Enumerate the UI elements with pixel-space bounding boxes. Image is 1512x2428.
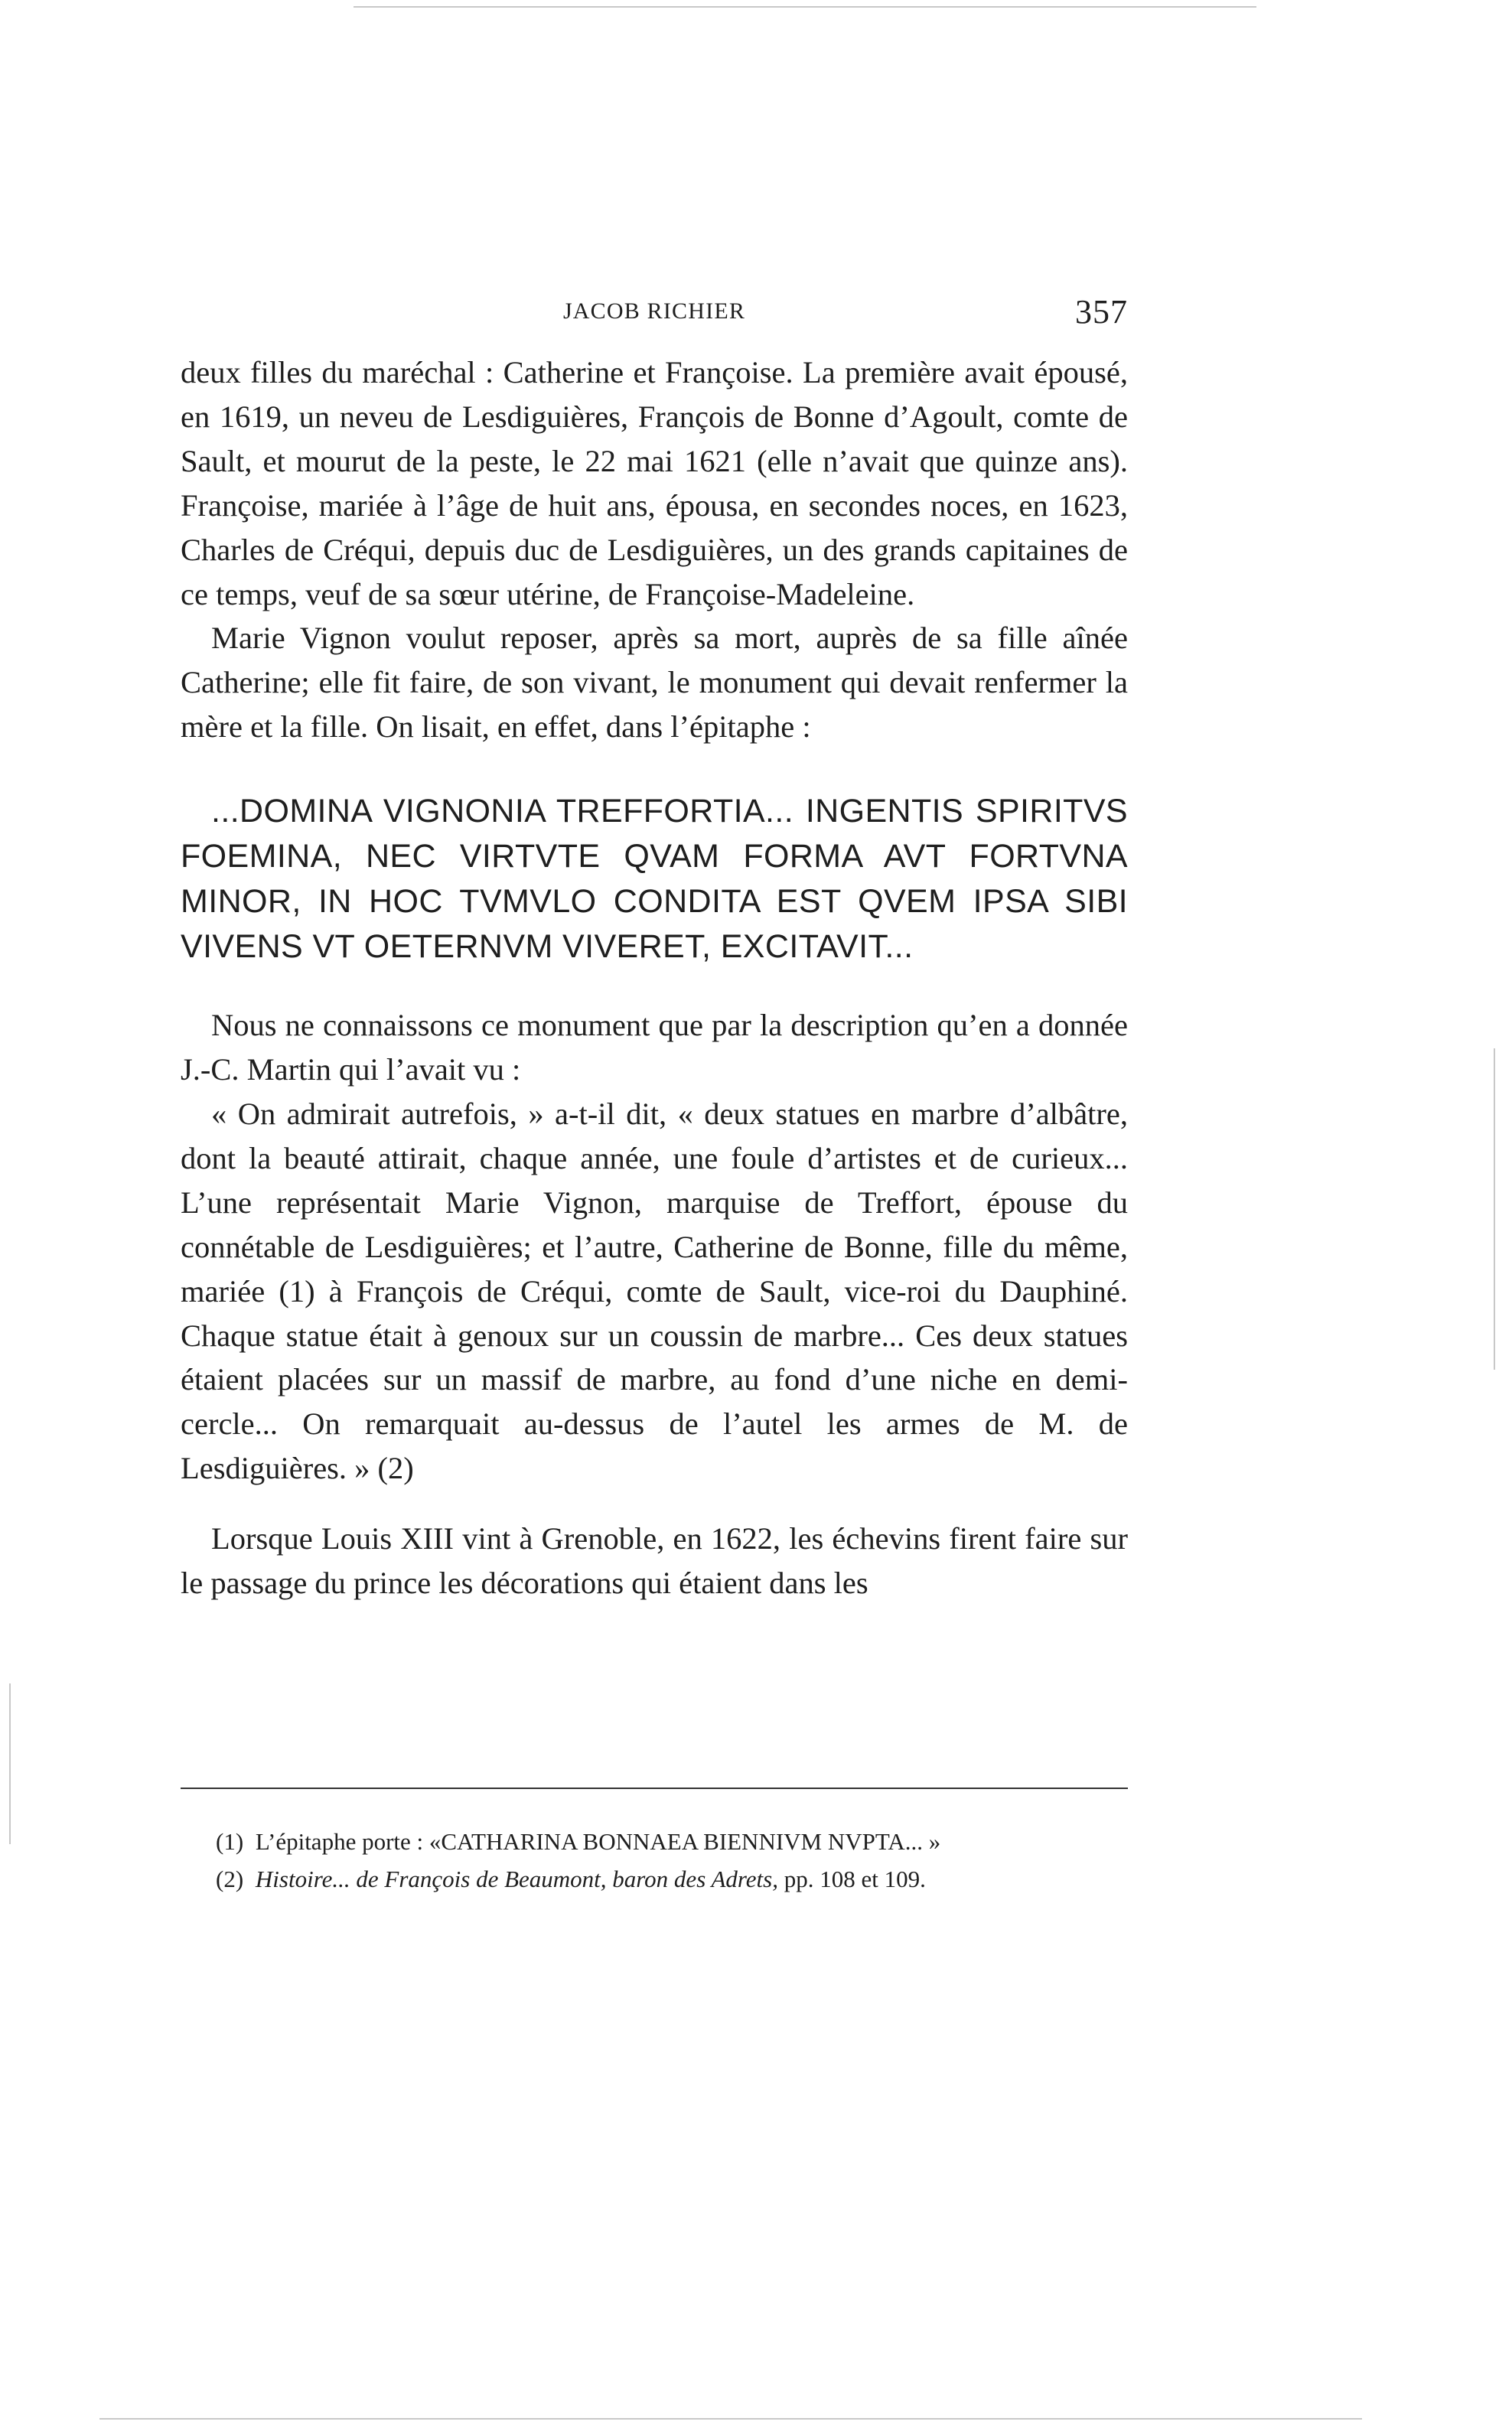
paragraph-2: Marie Vignon voulut reposer, après sa mort, auprès de sa fille aînée Catherine; elle fit faire, de son vivant, le monument qui devait renfermer la mère et la fille. On lisait, en effet, dans l’épitaphe : [181, 621, 1128, 745]
epitaph-quote: ...DOMINA VIGNONIA TREFFORTIA... INGENTIS SPIRITVS FOEMINA, NEC VIRTVTE QVAM FORMA AVT FORTVNA MINOR, IN HOC TVMVLO CONDITA EST QVEM IPSA SIBI VIVENS VT OETERNVM VIVERET, EXCITAVIT... [181, 793, 1128, 966]
top-scan-line [354, 6, 1256, 8]
paragraph-5: Lorsque Louis XIII vint à Grenoble, en 1622, les échevins firent faire sur le passage du prince les décorations qui étaient dans les [181, 1521, 1128, 1601]
main-text [181, 350, 1128, 1605]
footnote-1 [216, 1823, 1126, 1860]
footnote-2-pages: pp. 108 et 109. [784, 1866, 926, 1892]
page-header [181, 292, 1128, 338]
footnote-2-title: Histoire... de François de Beaumont, baron des Adrets, [255, 1866, 778, 1892]
paragraph-1: deux filles du maréchal : Catherine et Françoise. La première avait épousé, en 1619, un neveu de Lesdiguières, François de Bonne d’Agoult, comte de Sault, et mourut de la peste, le 22 mai 1621 (elle n’avait que quinze ans). Françoise, mariée à l’âge de huit ans, épousa, en secondes noces, en 1623, Charles de Créqui, depuis duc de Lesdiguières, un des grands capitaines de ce temps, veuf de sa sœur utérine, de Françoise-Madeleine. [181, 355, 1128, 611]
page-number: 357 [1075, 293, 1128, 331]
left-scan-mark [9, 1683, 11, 1844]
right-scan-mark [1494, 1048, 1495, 1370]
footnote-1-text: L’épitaphe porte : «CATHARINA BONNAEA BIENNIVM NVPTA... » [255, 1828, 941, 1855]
running-title: JACOB RICHIER [562, 298, 746, 324]
paragraph-3: Nous ne connaissons ce monument que par la description qu’en a donnée J.-C. Martin qui l’avait vu : [181, 1008, 1128, 1087]
footnote-1-marker: (1) [216, 1828, 244, 1855]
footnote-2 [216, 1860, 1126, 1898]
footnote-2-marker: (2) [216, 1866, 244, 1892]
bottom-scan-line [99, 2418, 1362, 2420]
quoted-description: « On admirait autrefois, » a-t-il dit, « deux statues en marbre d’albâtre, dont la beauté attirait, chaque année, une foule d’artistes et de curieux... L’une représentait Marie Vignon, marquise de Treffort, épouse du connétable de Lesdiguières; et l’autre, Catherine de Bonne, fille du même, mariée (1) à François de Créqui, comte de Sault, vice-roi du Dauphiné. Chaque statue était à genoux sur un coussin de marbre... Ces deux statues étaient placées sur un massif de marbre, au fond d’une niche en demi-cercle... On remarquait au-dessus de l’autel les armes de M. de Lesdiguières. » (2) [181, 1096, 1128, 1486]
footnotes [216, 1823, 1126, 1898]
footnote-separator [181, 1788, 1128, 1789]
